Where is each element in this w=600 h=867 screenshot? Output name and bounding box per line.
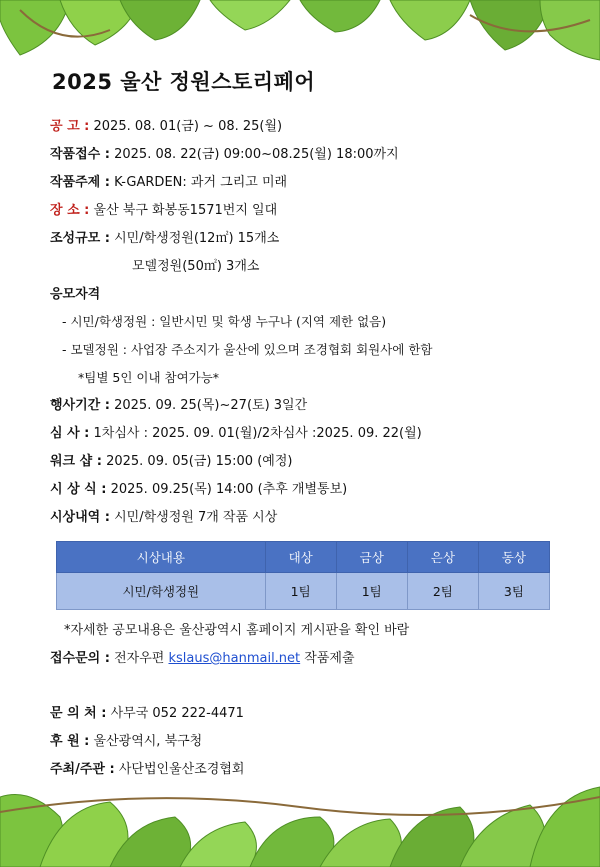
eligibility-note: *팀별 5인 이내 참여가능* bbox=[78, 370, 220, 385]
prize-header-silver: 은상 bbox=[407, 542, 478, 573]
inquiry-label: 접수문의 : bbox=[50, 651, 110, 666]
prize-cell-gold: 1팀 bbox=[336, 573, 407, 610]
inquiry-suffix: 작품제출 bbox=[304, 651, 355, 666]
notice-label: 공 고 : bbox=[50, 119, 90, 134]
prize-table-row bbox=[57, 573, 550, 610]
eligibility-item-model: - 모델정원 : 사업장 주소지가 울산에 있으며 조경협회 회원사에 한함 bbox=[62, 342, 433, 357]
scale-value: 시민/학생정원(12㎡) 15개소 bbox=[114, 231, 280, 246]
eligibility-item-citizen: - 시민/학생정원 : 일반시민 및 학생 누구나 (지역 제한 없음) bbox=[62, 314, 387, 329]
period-value: 2025. 09. 25(목)~27(토) 3일간 bbox=[114, 398, 308, 413]
prize-cell-silver: 2팀 bbox=[407, 573, 478, 610]
bottom-leaves-decoration bbox=[0, 777, 600, 867]
period-row bbox=[50, 397, 307, 415]
scale-value-2: 모델정원(50㎡) 3개소 bbox=[132, 259, 260, 274]
sponsor-label: 후 원 : bbox=[50, 734, 90, 749]
prize-table bbox=[56, 541, 550, 610]
workshop-row bbox=[50, 453, 292, 471]
top-leaves-decoration bbox=[0, 0, 600, 70]
awards-row bbox=[50, 509, 277, 527]
notice-row bbox=[50, 118, 282, 136]
prize-header-grand: 대상 bbox=[265, 542, 336, 573]
scale-row bbox=[50, 230, 279, 248]
submission-label: 작품접수 : bbox=[50, 147, 110, 162]
awards-value: 시민/학생정원 7개 작품 시상 bbox=[114, 510, 278, 525]
eligibility-row bbox=[50, 286, 100, 304]
contact-value: 사무국 052 222-4471 bbox=[110, 706, 244, 721]
theme-row bbox=[50, 174, 287, 192]
period-label: 행사기간 : bbox=[50, 398, 110, 413]
prize-table-header-row bbox=[57, 542, 550, 573]
judging-label: 심 사 : bbox=[50, 426, 90, 441]
contact-row bbox=[50, 705, 244, 723]
judging-row bbox=[50, 425, 422, 443]
judging-value: 1차심사 : 2025. 09. 01(월)/2차심사 :2025. 09. 22(월) bbox=[93, 426, 422, 441]
contact-label: 문 의 처 : bbox=[50, 706, 107, 721]
theme-value: K-GARDEN: 과거 그리고 미래 bbox=[114, 175, 288, 190]
prize-header-gold: 금상 bbox=[336, 542, 407, 573]
submission-row bbox=[50, 146, 399, 164]
organizer-value: 사단법인울산조경협회 bbox=[118, 762, 245, 777]
theme-label: 작품주제 : bbox=[50, 175, 110, 190]
inquiry-prefix: 전자우편 bbox=[114, 651, 165, 666]
ceremony-label: 시 상 식 : bbox=[50, 482, 107, 497]
prize-cell-bronze: 3팀 bbox=[478, 573, 549, 610]
location-value: 울산 북구 화봉동1571번지 일대 bbox=[93, 203, 278, 218]
submission-value: 2025. 08. 22(금) 09:00~08.25(월) 18:00까지 bbox=[114, 147, 399, 162]
sponsor-value: 울산광역시, 북구청 bbox=[93, 734, 203, 749]
prize-header-category: 시상내용 bbox=[57, 542, 266, 573]
notice-value: 2025. 08. 01(금) ~ 08. 25(월) bbox=[93, 119, 283, 134]
prize-cell-category: 시민/학생정원 bbox=[57, 573, 266, 610]
email-link[interactable]: kslaus@hanmail.net bbox=[168, 651, 301, 666]
workshop-label: 워크 샵 : bbox=[50, 454, 102, 469]
organizer-label: 주최/주관 : bbox=[50, 762, 115, 777]
scale-label: 조성규모 : bbox=[50, 231, 110, 246]
awards-label: 시상내역 : bbox=[50, 510, 110, 525]
detail-note: *자세한 공모내용은 울산광역시 홈페이지 게시판을 확인 바람 bbox=[64, 623, 410, 638]
eligibility-label: 응모자격 bbox=[50, 287, 101, 302]
poster-title: 2025 울산 정원스토리페어 bbox=[52, 70, 316, 94]
location-label: 장 소 : bbox=[50, 203, 90, 218]
workshop-value: 2025. 09. 05(금) 15:00 (예정) bbox=[106, 454, 293, 469]
prize-cell-grand: 1팀 bbox=[265, 573, 336, 610]
sponsor-row bbox=[50, 733, 202, 751]
inquiry-row bbox=[50, 650, 355, 668]
prize-header-bronze: 동상 bbox=[478, 542, 549, 573]
ceremony-value: 2025. 09.25(목) 14:00 (추후 개별통보) bbox=[110, 482, 348, 497]
location-row bbox=[50, 202, 277, 220]
ceremony-row bbox=[50, 481, 347, 499]
